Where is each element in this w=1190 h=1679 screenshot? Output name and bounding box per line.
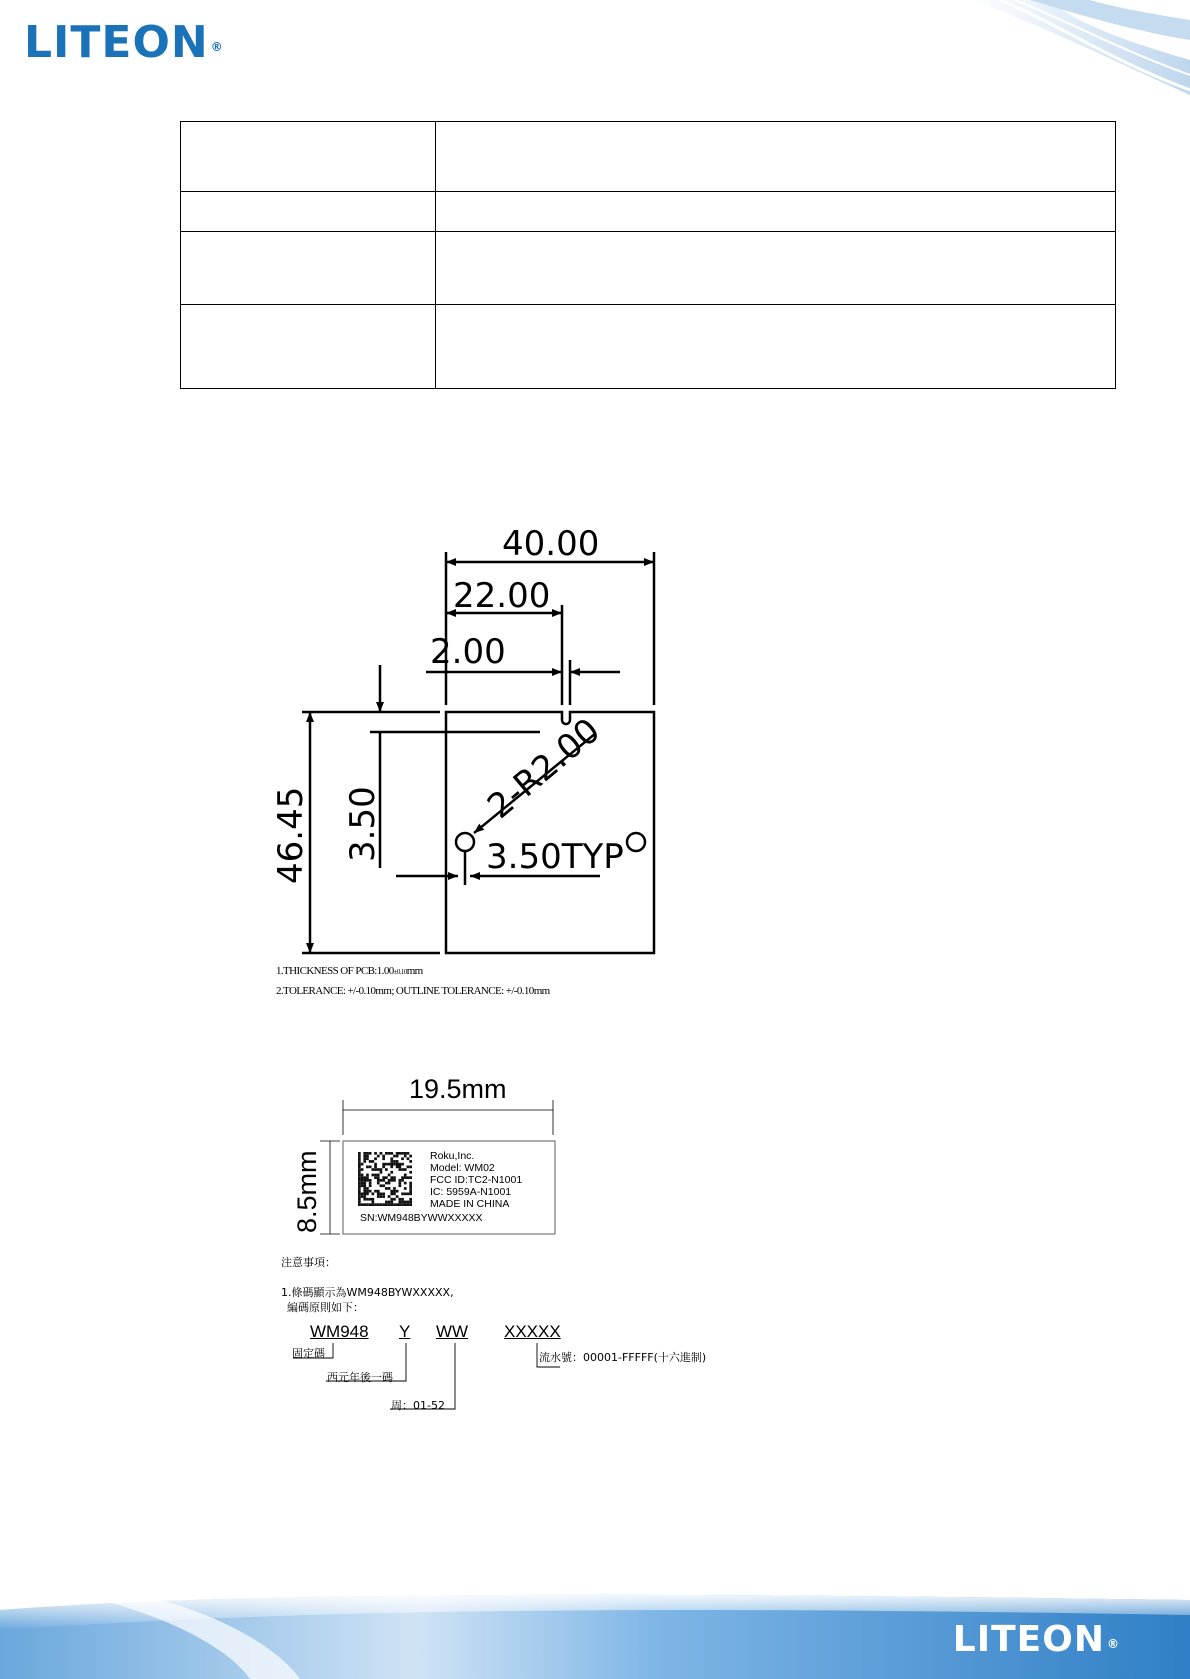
dim-height-text: 46.45 bbox=[271, 786, 311, 884]
code-week: WW bbox=[436, 1322, 469, 1341]
label-line: FCC ID:TC2-N1001 bbox=[430, 1174, 523, 1186]
label-serial: SN:WM948BYWWXXXXX bbox=[360, 1212, 483, 1224]
desc-week: 周：01-52 bbox=[391, 1399, 445, 1412]
notes-heading: 注意事項： bbox=[281, 1256, 336, 1269]
footer-logo bbox=[953, 1620, 1120, 1660]
dim-slot-width-text: 2.00 bbox=[430, 632, 506, 672]
dim-hole-typ-text: 3.50TYP bbox=[486, 837, 624, 877]
label-line: Model: WM02 bbox=[430, 1162, 495, 1174]
pcb-note-thickness-tol: ±0.10 bbox=[393, 968, 407, 976]
code-year: Y bbox=[399, 1322, 411, 1341]
footer-logo-registered: ® bbox=[1107, 1637, 1120, 1651]
desc-serial: 流水號：00001-FFFFF(十六進制) bbox=[539, 1351, 707, 1364]
label-width-text: 19.5mm bbox=[409, 1074, 507, 1104]
code-serial: XXXXX bbox=[504, 1322, 561, 1341]
footer-logo-text: LITEON bbox=[952, 1619, 1105, 1660]
label-line: MADE IN CHINA bbox=[430, 1198, 510, 1210]
pcb-note-thickness-unit: mm bbox=[406, 965, 423, 977]
dim-radius-text: 2-R2.00 bbox=[480, 710, 608, 827]
dim-slot-pos-text: 22.00 bbox=[453, 576, 551, 616]
pcb-note-thickness-main: 1.THICKNESS OF PCB:1.00 bbox=[276, 965, 394, 977]
label-height-text: 8.5mm bbox=[292, 1150, 322, 1233]
notes-item1-line2: 編碼原則如下： bbox=[287, 1301, 364, 1314]
label-line: Roku,Inc. bbox=[430, 1150, 475, 1162]
notes-item1-line1: 1.條碼顯示為WM948BYWXXXXX, bbox=[281, 1286, 454, 1299]
label-line: IC: 5959A-N1001 bbox=[430, 1186, 512, 1198]
header-logo-registered: ® bbox=[210, 40, 224, 54]
pcb-note-tolerance: 2.TOLERANCE: +/-0.10mm; OUTLINE TOLERANCE: +/-0.10mm bbox=[276, 985, 550, 997]
dim-slot-depth-text: 3.50 bbox=[343, 786, 383, 862]
desc-fixed: 固定碼 bbox=[292, 1347, 325, 1360]
code-fixed: WM948 bbox=[310, 1322, 369, 1341]
desc-year: 西元年後一碼 bbox=[327, 1371, 393, 1384]
header-logo-text: LITEON bbox=[24, 17, 209, 68]
dim-width-text: 40.00 bbox=[502, 524, 600, 564]
